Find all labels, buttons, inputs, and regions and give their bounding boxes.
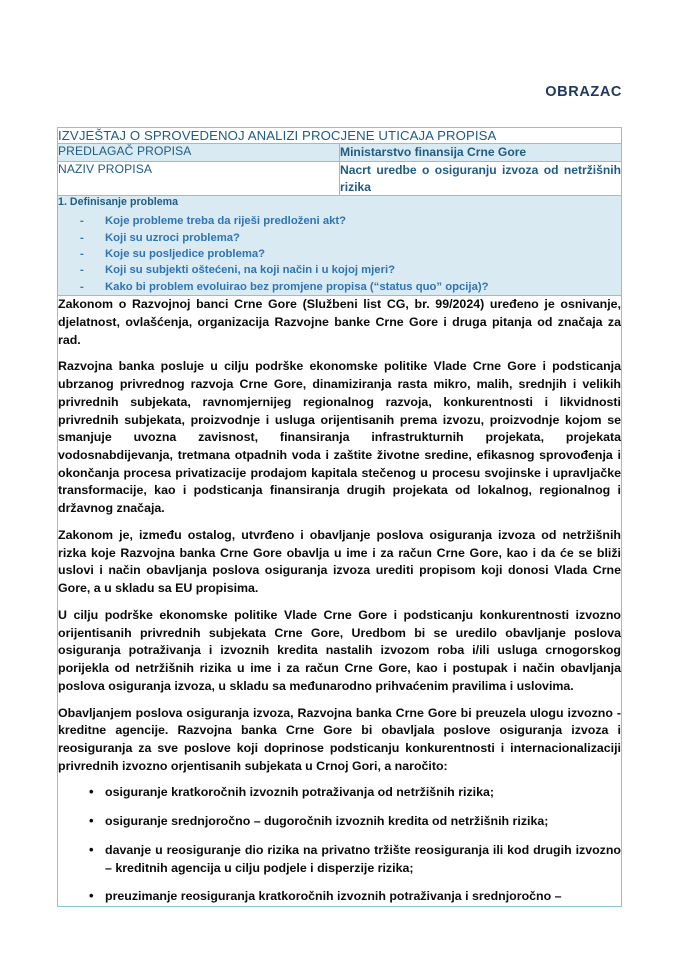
scope-bullet-list xyxy=(58,784,621,906)
bullet-marker-icon: • xyxy=(89,813,94,829)
list-item xyxy=(58,262,621,278)
list-item xyxy=(58,813,621,831)
question-text: Koji su uzroci problema? xyxy=(105,231,240,244)
question-text: Koji su subjekti oštećeni, na koji način i u kojoj mjeri? xyxy=(105,264,396,277)
table-row-body xyxy=(58,296,622,907)
question-text: Koje probleme treba da riješi predloženi akt? xyxy=(105,215,347,228)
proposer-value: Ministarstvo finansija Crne Gore xyxy=(340,145,527,160)
regulation-name-label-cell xyxy=(58,161,340,195)
list-item xyxy=(58,842,621,877)
body-paragraph: Zakonom je, između ostalog, utvrđeno i obavljanje poslova osiguranja izvoza od netržišnih rizka koje Razvojna banka Crne Gore obavlja u ime i za račun Crne Gore, kao i da će se bliži uslovi i način obavljanja poslova osiguranja izvoza urediti propisom koji donosi Vlada Crne Gore, a u skladu sa EU propisima. xyxy=(58,527,621,596)
answer-body-cell xyxy=(58,296,622,907)
report-title-cell xyxy=(58,128,622,144)
list-item xyxy=(58,246,621,262)
dash-marker-icon: - xyxy=(80,264,84,277)
section-1-question-list xyxy=(58,213,621,295)
proposer-label-cell xyxy=(58,144,340,162)
ria-report-table xyxy=(57,127,622,907)
list-item xyxy=(58,784,621,802)
regulation-name-label: NAZIV PROPISA xyxy=(58,161,153,176)
list-item xyxy=(58,213,621,229)
body-paragraph: Razvojna banka posluje u cilju podrške ekonomske politike Vlade Crne Gore i podsticanja ubrzanog privrednog razvoja Crne Gore, dinamiziranja rasta mikro, malih, srednjih i velikih privrednih subjekata, ravnomjernijeg regionalnog razvoja, konkurentnosti i likvidnosti privrednih subjekata, proizvodnje i usluga orijentisanih prema izvozu, proizvodnje kojom se smanjuje uvozna zavisnost, finansiranja infrastrukturnih projekata, projekata vodosnabdijevanja, tretmana otpadnih voda i zaštite životne sredine, efikasnog sprovođenja i okončanja procesa privatizacije prodajom kapitala stečenog u procesu svojinske i upravljačke transformacije, kao i podsticanja finansiranja drugih projekata od lokalnog, regionalnog i državnog značaja. xyxy=(58,359,621,516)
bullet-text: preuzimanje reosiguranja kratkoročnih izvoznih potraživanja i srednjoročno – xyxy=(105,889,562,904)
dash-marker-icon: - xyxy=(80,280,84,293)
list-item xyxy=(58,279,621,295)
regulation-name-value-cell xyxy=(340,161,622,195)
bullet-marker-icon: • xyxy=(89,784,94,800)
dash-marker-icon: - xyxy=(80,215,84,228)
table-row-section-header xyxy=(58,196,622,296)
body-paragraph: Zakonom o Razvojnoj banci Crne Gore (Službeni list CG, br. 99/2024) uređeno je osnivanje, djelatnost, ovlašćenja, organizacija Razvojne banke Crne Gore i druga pitanja od značaja za rad. xyxy=(58,297,621,347)
bullet-text: osiguranje kratkoročnih izvoznih potraživanja od netržišnih rizika; xyxy=(105,785,494,800)
page-title: IZVJEŠTAJ O SPROVEDENOJ ANALIZI PROCJENE UTICAJA PROPISA xyxy=(58,128,497,143)
table-row-title xyxy=(58,128,622,144)
question-text: Kako bi problem evoluirao bez promjene propisa (“status quo” opcija)? xyxy=(105,280,489,293)
regulation-name-value: Nacrt uredbe o osiguranju izvoza od netržišnih rizika xyxy=(340,162,621,194)
body-paragraph: Obavljanjem poslova osiguranja izvoza, Razvojna banka Crne Gore bi preuzela ulogu izvozno - kreditne agencije. Razvojna banka Crne Gore bi obavljala poslove osiguranja izvoza i reosiguranja za sve poslove koji doprinose podsticanju konkurentnosti i internacionalizaciji privrednih izvozno orjentisanih subjekata u Crnoj Gori, a naročito: xyxy=(58,705,621,773)
question-text: Koje su posljedice problema? xyxy=(105,247,266,260)
proposer-value-cell xyxy=(340,144,622,162)
bullet-marker-icon: • xyxy=(89,888,94,904)
dash-marker-icon: - xyxy=(80,231,84,244)
body-paragraph: U cilju podrške ekonomske politike Vlade Crne Gore i podsticanju konkurentnosti izvozno orijentisanih privrednih subjekata Crne Gore, Uredbom bi se uredilo obavljanje poslova osiguranja potraživanja i izvoznih kredita nastalih izvozom roba i/ili usluga crnogorskog porijekla od netržišnih rizika u ime i za račun Crne Gore, kao i postupak i način obavljanja poslova osiguranja izvoza, u skladu sa međunarodno prihvaćenim pravilima i uslovima. xyxy=(58,607,621,693)
list-item xyxy=(58,230,621,246)
bullet-text: davanje u reosiguranje dio rizika na privatno tržište reosiguranja ili kod drugih izvozno – kreditnih agencija u cilju podjele i disperzije rizika; xyxy=(105,842,621,875)
section-1-cell xyxy=(58,196,622,296)
section-1-heading: 1. Definisanje problema xyxy=(58,196,179,209)
list-item xyxy=(58,888,621,906)
proposer-label: PREDLAGAČ PROPISA xyxy=(58,144,192,159)
bullet-text: osiguranje srednjoročno – dugoročnih izvoznih kredita od netržišnih rizika; xyxy=(105,814,549,829)
table-row xyxy=(58,144,622,162)
bullet-marker-icon: • xyxy=(89,841,94,857)
table-row xyxy=(58,161,622,195)
form-type-label: OBRAZAC xyxy=(545,84,622,100)
dash-marker-icon: - xyxy=(80,247,84,260)
